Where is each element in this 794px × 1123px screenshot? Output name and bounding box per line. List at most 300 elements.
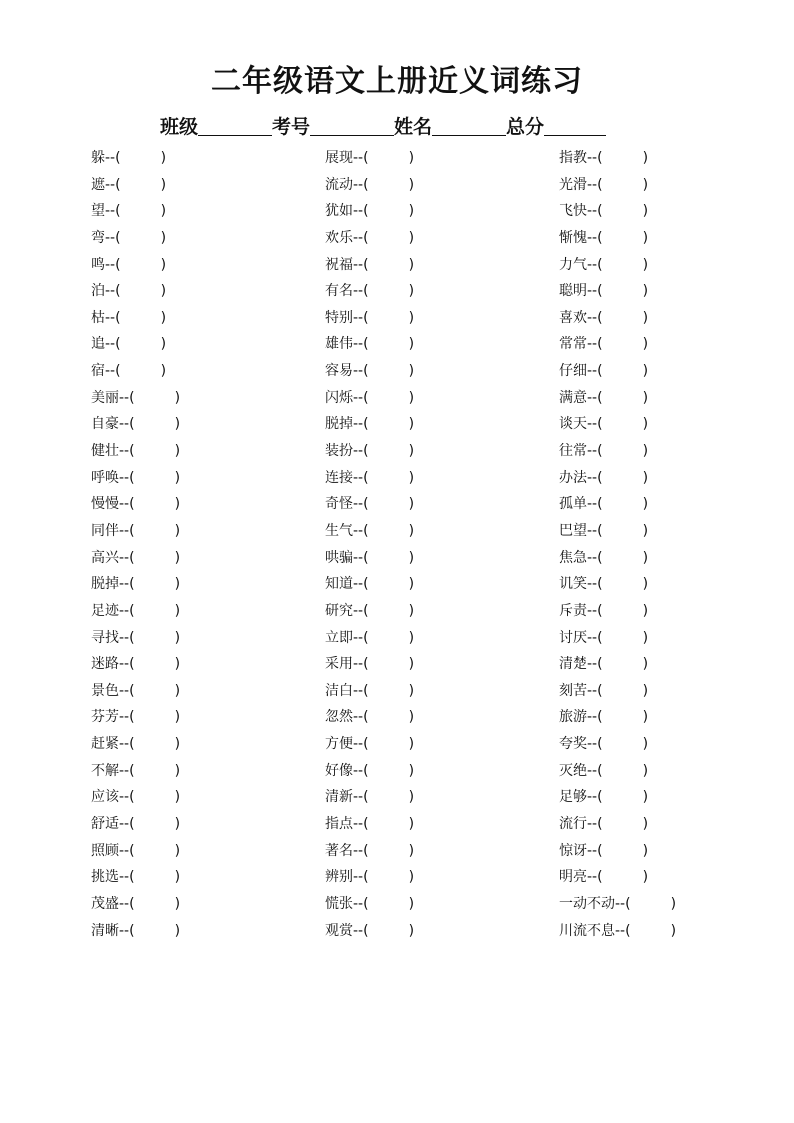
answer-paren-open: (	[597, 736, 603, 753]
class-blank	[198, 115, 272, 136]
answer-paren-open: (	[363, 629, 369, 646]
dash-separator: --	[587, 576, 598, 593]
exercise-word: 装扮	[325, 443, 353, 460]
exercise-item	[325, 571, 414, 598]
dash-separator: --	[587, 150, 598, 166]
answer-paren-close: )	[160, 176, 167, 193]
exercise-item	[325, 252, 414, 279]
exercise-item	[559, 438, 676, 465]
exercise-word: 连接	[325, 469, 353, 486]
exercise-word: 脱掉	[91, 576, 119, 593]
answer-paren-close: )	[160, 309, 167, 326]
answer-paren-open: (	[115, 336, 121, 353]
exercise-word: 慌张	[325, 895, 353, 912]
answer-paren-close: )	[642, 522, 649, 539]
exercise-item	[91, 651, 180, 678]
answer-paren-close: )	[174, 576, 181, 593]
answer-paren-open: (	[363, 709, 369, 726]
exercise-item	[91, 198, 180, 225]
answer-paren-open: (	[129, 922, 135, 939]
answer-paren-close: )	[408, 576, 415, 593]
exercise-item	[559, 864, 676, 891]
answer-paren-close: )	[174, 762, 181, 779]
exercise-word: 喜欢	[559, 309, 587, 326]
answer-paren-open: (	[363, 922, 369, 939]
answer-paren-open: (	[363, 256, 369, 273]
answer-paren-close: )	[642, 496, 649, 513]
dash-separator: --	[353, 895, 364, 912]
exercise-word: 特别	[325, 309, 353, 326]
answer-paren-close: )	[642, 256, 649, 273]
dash-separator: --	[587, 176, 598, 193]
answer-paren-open: (	[115, 229, 121, 246]
answer-paren-open: (	[597, 496, 603, 513]
dash-separator: --	[353, 549, 364, 566]
exercise-word: 洁白	[325, 682, 353, 699]
exercise-word: 哄骗	[325, 549, 353, 566]
class-label: 班级	[160, 116, 199, 138]
exercise-item	[559, 331, 676, 358]
answer-paren-open: (	[363, 656, 369, 673]
answer-paren-close: )	[642, 416, 649, 433]
dash-separator: --	[119, 816, 130, 833]
dash-separator: --	[353, 416, 364, 433]
dash-separator: --	[353, 629, 364, 646]
exercise-item	[559, 385, 676, 412]
exercise-word: 躲	[91, 150, 105, 166]
exercise-item	[559, 225, 676, 252]
dash-separator: --	[587, 656, 598, 673]
answer-paren-open: (	[115, 150, 121, 166]
exercise-word: 雄伟	[325, 336, 353, 353]
answer-paren-open: (	[597, 416, 603, 433]
exercise-word: 犹如	[325, 203, 353, 220]
dash-separator: --	[615, 922, 626, 939]
answer-paren-close: )	[642, 869, 649, 886]
name-label: 姓名	[394, 116, 433, 138]
exercise-word: 一动不动	[559, 895, 615, 912]
answer-paren-open: (	[129, 549, 135, 566]
answer-paren-open: (	[363, 762, 369, 779]
answer-paren-close: )	[174, 709, 181, 726]
dash-separator: --	[587, 416, 598, 433]
exercise-word: 呼唤	[91, 469, 119, 486]
exercise-word: 旅游	[559, 709, 587, 726]
answer-paren-close: )	[408, 176, 415, 193]
answer-paren-open: (	[597, 576, 603, 593]
answer-paren-close: )	[642, 762, 649, 779]
exercise-item	[91, 784, 180, 811]
answer-paren-close: )	[160, 283, 167, 300]
answer-paren-open: (	[129, 629, 135, 646]
exercise-word: 忽然	[325, 709, 353, 726]
exercise-word: 惊讶	[559, 842, 587, 859]
exercise-word: 巴望	[559, 522, 587, 539]
dash-separator: --	[353, 363, 364, 380]
answer-paren-close: )	[174, 522, 181, 539]
dash-separator: --	[353, 229, 364, 246]
answer-paren-close: )	[160, 256, 167, 273]
exercise-item	[91, 518, 180, 545]
exercise-word: 孤单	[559, 496, 587, 513]
exercise-item	[91, 145, 180, 172]
total-score-blank	[544, 115, 606, 136]
dash-separator: --	[353, 682, 364, 699]
answer-paren-open: (	[363, 736, 369, 753]
dash-separator: --	[353, 602, 364, 619]
exercise-word: 慢慢	[91, 496, 119, 513]
answer-paren-open: (	[597, 309, 603, 326]
exercise-word: 观赏	[325, 922, 353, 939]
dash-separator: --	[105, 336, 116, 353]
answer-paren-open: (	[597, 602, 603, 619]
answer-paren-close: )	[174, 416, 181, 433]
dash-separator: --	[353, 869, 364, 886]
answer-paren-open: (	[363, 602, 369, 619]
exercise-word: 舒适	[91, 816, 119, 833]
answer-paren-close: )	[670, 922, 677, 939]
dash-separator: --	[105, 256, 116, 273]
dash-separator: --	[105, 283, 116, 300]
answer-paren-open: (	[363, 869, 369, 886]
dash-separator: --	[353, 336, 364, 353]
dash-separator: --	[119, 762, 130, 779]
exercise-item	[559, 305, 676, 332]
answer-paren-open: (	[129, 895, 135, 912]
exercise-item	[91, 252, 180, 279]
exercise-item	[91, 918, 180, 945]
answer-paren-open: (	[597, 283, 603, 300]
dash-separator: --	[587, 709, 598, 726]
answer-paren-close: )	[160, 150, 167, 166]
dash-separator: --	[353, 150, 364, 166]
answer-paren-close: )	[408, 549, 415, 566]
exercise-item	[559, 758, 676, 785]
answer-paren-close: )	[160, 336, 167, 353]
answer-paren-open: (	[129, 736, 135, 753]
exercise-item	[559, 411, 676, 438]
exercise-word: 研究	[325, 602, 353, 619]
answer-paren-open: (	[597, 549, 603, 566]
answer-paren-close: )	[174, 682, 181, 699]
answer-paren-close: )	[408, 469, 415, 486]
exercise-word: 光滑	[559, 176, 587, 193]
exercise-item	[325, 198, 414, 225]
dash-separator: --	[353, 389, 364, 406]
answer-paren-close: )	[642, 363, 649, 380]
dash-separator: --	[587, 842, 598, 859]
answer-paren-open: (	[129, 416, 135, 433]
dash-separator: --	[119, 443, 130, 460]
answer-paren-open: (	[597, 656, 603, 673]
dash-separator: --	[587, 389, 598, 406]
exercise-word: 办法	[559, 469, 587, 486]
exercise-word: 欢乐	[325, 229, 353, 246]
dash-separator: --	[353, 922, 364, 939]
answer-paren-open: (	[363, 682, 369, 699]
answer-paren-open: (	[129, 682, 135, 699]
exercise-word: 容易	[325, 363, 353, 380]
name-blank	[432, 115, 506, 136]
exercise-word: 景色	[91, 682, 119, 699]
answer-paren-close: )	[642, 842, 649, 859]
exercise-item	[559, 278, 676, 305]
exercise-word: 灭绝	[559, 762, 587, 779]
answer-paren-close: )	[408, 389, 415, 406]
answer-paren-open: (	[363, 469, 369, 486]
answer-paren-close: )	[642, 549, 649, 566]
exercise-word: 刻苦	[559, 682, 587, 699]
dash-separator: --	[587, 229, 598, 246]
answer-paren-open: (	[363, 443, 369, 460]
answer-paren-open: (	[363, 203, 369, 220]
exercise-word: 川流不息	[559, 922, 615, 939]
exercise-word: 有名	[325, 283, 353, 300]
exercise-item	[325, 172, 414, 199]
answer-paren-close: )	[642, 629, 649, 646]
answer-paren-close: )	[408, 150, 415, 166]
dash-separator: --	[119, 416, 130, 433]
exercise-word: 望	[91, 203, 105, 220]
dash-separator: --	[587, 816, 598, 833]
answer-paren-open: (	[363, 283, 369, 300]
exercise-item	[325, 838, 414, 865]
answer-paren-close: )	[174, 789, 181, 806]
exercise-word: 清楚	[559, 656, 587, 673]
answer-paren-close: )	[642, 576, 649, 593]
dash-separator: --	[587, 309, 598, 326]
answer-paren-close: )	[408, 709, 415, 726]
answer-paren-close: )	[408, 842, 415, 859]
exercise-word: 追	[91, 336, 105, 353]
answer-paren-open: (	[115, 363, 121, 380]
answer-paren-open: (	[363, 842, 369, 859]
exercise-word: 迷路	[91, 656, 119, 673]
dash-separator: --	[119, 682, 130, 699]
exercise-word: 满意	[559, 389, 587, 406]
answer-paren-open: (	[129, 576, 135, 593]
dash-separator: --	[105, 309, 116, 326]
answer-paren-close: )	[642, 443, 649, 460]
dash-separator: --	[119, 522, 130, 539]
exercise-word: 同伴	[91, 522, 119, 539]
answer-paren-close: )	[642, 789, 649, 806]
answer-paren-close: )	[408, 522, 415, 539]
exercise-item	[325, 225, 414, 252]
exercise-item	[91, 491, 180, 518]
dash-separator: --	[587, 736, 598, 753]
exercise-item	[559, 358, 676, 385]
answer-paren-close: )	[670, 895, 677, 912]
answer-paren-open: (	[363, 363, 369, 380]
exercise-item	[325, 811, 414, 838]
exercise-word: 芬芳	[91, 709, 119, 726]
answer-paren-close: )	[174, 869, 181, 886]
answer-paren-close: )	[174, 389, 181, 406]
answer-paren-open: (	[115, 283, 121, 300]
exercise-item	[91, 864, 180, 891]
answer-paren-open: (	[129, 389, 135, 406]
exercise-word: 不解	[91, 762, 119, 779]
answer-paren-open: (	[597, 842, 603, 859]
answer-paren-close: )	[174, 549, 181, 566]
exercise-item	[325, 518, 414, 545]
exam-number-blank	[310, 115, 394, 136]
answer-paren-close: )	[408, 895, 415, 912]
answer-paren-close: )	[408, 762, 415, 779]
answer-paren-open: (	[597, 176, 603, 193]
answer-paren-open: (	[363, 389, 369, 406]
exercise-item	[325, 864, 414, 891]
answer-paren-close: )	[642, 336, 649, 353]
answer-paren-close: )	[642, 229, 649, 246]
answer-paren-close: )	[408, 496, 415, 513]
answer-paren-open: (	[597, 682, 603, 699]
exercise-item	[559, 518, 676, 545]
answer-paren-close: )	[642, 816, 649, 833]
answer-paren-open: (	[115, 203, 121, 220]
answer-paren-open: (	[363, 176, 369, 193]
exercise-item	[559, 678, 676, 705]
exercise-word: 清晰	[91, 922, 119, 939]
exercise-word: 应该	[91, 789, 119, 806]
exercise-item	[559, 491, 676, 518]
dash-separator: --	[353, 789, 364, 806]
exercise-word: 挑选	[91, 869, 119, 886]
exercise-word: 采用	[325, 656, 353, 673]
exercise-word: 照顾	[91, 842, 119, 859]
exercise-word: 讨厌	[559, 629, 587, 646]
answer-paren-close: )	[408, 416, 415, 433]
exercise-item	[91, 331, 180, 358]
answer-paren-close: )	[408, 363, 415, 380]
answer-paren-open: (	[597, 443, 603, 460]
dash-separator: --	[353, 469, 364, 486]
answer-paren-open: (	[597, 762, 603, 779]
exercise-item	[325, 625, 414, 652]
word-column-1	[91, 145, 180, 944]
exercise-item	[559, 838, 676, 865]
exercise-item	[91, 811, 180, 838]
dash-separator: --	[119, 389, 130, 406]
exercise-word: 焦急	[559, 549, 587, 566]
answer-paren-close: )	[642, 283, 649, 300]
exercise-word: 美丽	[91, 389, 119, 406]
student-info-line	[160, 113, 606, 139]
answer-paren-close: )	[174, 922, 181, 939]
answer-paren-open: (	[129, 789, 135, 806]
answer-paren-close: )	[642, 656, 649, 673]
exercise-item	[325, 758, 414, 785]
exercise-word: 寻找	[91, 629, 119, 646]
dash-separator: --	[119, 629, 130, 646]
exercise-item	[91, 278, 180, 305]
exercise-word: 好像	[325, 762, 353, 779]
answer-paren-open: (	[129, 522, 135, 539]
dash-separator: --	[353, 736, 364, 753]
dash-separator: --	[587, 682, 598, 699]
exam-number-label: 考号	[272, 116, 311, 138]
exercise-item	[91, 411, 180, 438]
answer-paren-close: )	[642, 176, 649, 193]
exercise-word: 遮	[91, 176, 105, 193]
exercise-item	[91, 172, 180, 199]
exercise-word: 流动	[325, 176, 353, 193]
answer-paren-open: (	[129, 469, 135, 486]
answer-paren-open: (	[129, 443, 135, 460]
answer-paren-open: (	[597, 869, 603, 886]
exercise-word: 流行	[559, 816, 587, 833]
exercise-word: 奇怪	[325, 496, 353, 513]
answer-paren-open: (	[363, 789, 369, 806]
dash-separator: --	[587, 789, 598, 806]
dash-separator: --	[105, 363, 116, 380]
exercise-word: 飞快	[559, 203, 587, 220]
dash-separator: --	[615, 895, 626, 912]
exercise-word: 枯	[91, 309, 105, 326]
answer-paren-open: (	[363, 576, 369, 593]
exercise-item	[325, 731, 414, 758]
answer-paren-open: (	[129, 816, 135, 833]
exercise-item	[325, 704, 414, 731]
exercise-item	[91, 385, 180, 412]
answer-paren-open: (	[597, 203, 603, 220]
answer-paren-open: (	[597, 389, 603, 406]
exercise-item	[91, 465, 180, 492]
exercise-item	[91, 438, 180, 465]
answer-paren-close: )	[174, 842, 181, 859]
answer-paren-open: (	[597, 816, 603, 833]
exercise-word: 闪烁	[325, 389, 353, 406]
answer-paren-open: (	[363, 416, 369, 433]
exercise-item	[559, 811, 676, 838]
exercise-word: 立即	[325, 629, 353, 646]
answer-paren-close: )	[408, 283, 415, 300]
exercise-item	[91, 571, 180, 598]
exercise-item	[325, 331, 414, 358]
exercise-word: 方便	[325, 736, 353, 753]
answer-paren-open: (	[363, 895, 369, 912]
answer-paren-open: (	[597, 150, 603, 166]
exercise-word: 力气	[559, 256, 587, 273]
answer-paren-open: (	[129, 869, 135, 886]
dash-separator: --	[587, 496, 598, 513]
exercise-word: 脱掉	[325, 416, 353, 433]
exercise-item	[91, 225, 180, 252]
dash-separator: --	[353, 842, 364, 859]
answer-paren-close: )	[174, 443, 181, 460]
exercise-word: 指教	[559, 150, 587, 166]
dash-separator: --	[353, 709, 364, 726]
answer-paren-close: )	[642, 469, 649, 486]
exercise-word: 知道	[325, 576, 353, 593]
dash-separator: --	[587, 443, 598, 460]
exercise-item	[559, 198, 676, 225]
exercise-item	[559, 625, 676, 652]
answer-paren-close: )	[642, 602, 649, 619]
answer-paren-open: (	[363, 549, 369, 566]
exercise-word: 仔细	[559, 363, 587, 380]
dash-separator: --	[353, 203, 364, 220]
answer-paren-close: )	[408, 309, 415, 326]
exercise-item	[325, 438, 414, 465]
answer-paren-open: (	[597, 709, 603, 726]
answer-paren-close: )	[408, 789, 415, 806]
exercise-word: 往常	[559, 443, 587, 460]
page-title: 二年级语文上册近义词练习	[211, 64, 583, 99]
exercise-word: 生气	[325, 522, 353, 539]
answer-paren-open: (	[597, 629, 603, 646]
